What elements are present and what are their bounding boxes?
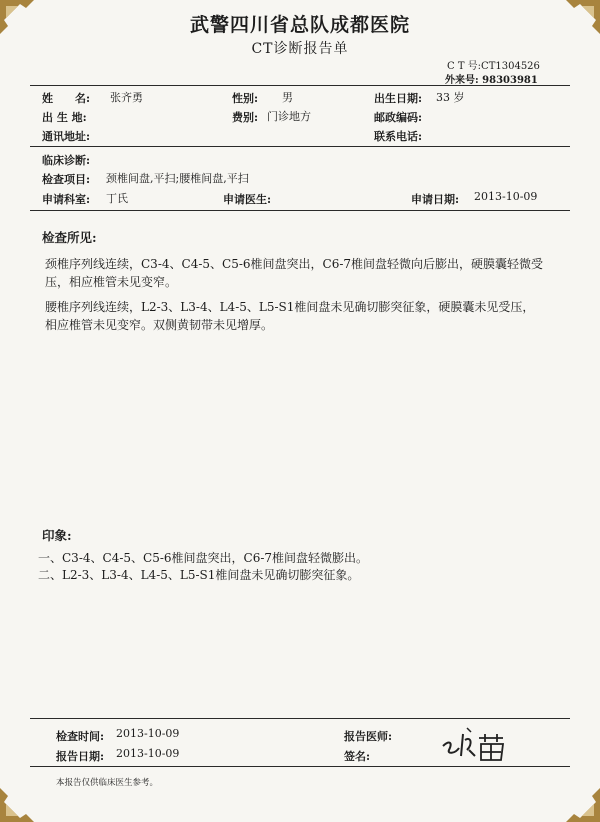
report-date-value: 2013-10-09 <box>116 747 180 760</box>
sign-label: 签名: <box>344 750 371 763</box>
bottom-divider <box>30 766 570 767</box>
findings-cervical: 颈椎序列线连续，C3-4、C4-5、C5-6椎间盘突出，C6-7椎间盘轻微向后膨出，硬膜囊轻微受压，相应椎管未见变窄。 <box>45 257 544 289</box>
gender-value: 男 <box>282 91 293 104</box>
gender-label: 性别: <box>232 92 259 105</box>
fee-label: 费别: <box>232 111 259 124</box>
patient-divider <box>30 146 570 147</box>
footer-divider <box>30 718 570 719</box>
corner-ornament-bottom-right <box>566 788 600 822</box>
address-label: 通讯地址: <box>42 130 91 143</box>
corner-ornament-bottom-left <box>0 788 34 822</box>
doctor-label: 申请医生: <box>223 193 272 206</box>
fee-value: 门诊地方 <box>267 110 311 123</box>
disclaimer-note: 本报告仅供临床医生参考。 <box>56 778 159 788</box>
external-number: 外来号: 98303981 <box>445 75 538 86</box>
diagnosis-label: 临床诊断: <box>42 154 91 167</box>
findings-lumbar: 腰椎序列线连续，L2-3、L3-4、L4-5、L5-S1椎间盘未见确切膨突征象，硬膜囊未见受压，相应椎管未见变窄。双侧黄韧带未见增厚。 <box>45 300 535 332</box>
postal-label: 邮政编码: <box>374 111 423 124</box>
date-value: 2013-10-09 <box>474 190 538 203</box>
handwritten-signature <box>437 726 517 766</box>
exam-time-value: 2013-10-09 <box>116 727 180 740</box>
items-label: 检查项目: <box>42 173 91 186</box>
impression-line-2: 二、L2-3、L3-4、L4-5、L5-S1椎间盘未见确切膨突征象。 <box>38 568 360 582</box>
name-label: 姓 名: <box>42 92 91 105</box>
dept-label: 申请科室: <box>42 193 91 206</box>
phone-label: 联系电话: <box>374 130 423 143</box>
date-label: 申请日期: <box>411 193 460 206</box>
items-value: 颈椎间盘,平扫;腰椎间盘,平扫 <box>106 172 249 185</box>
header-divider <box>30 85 570 86</box>
exam-divider <box>30 210 570 211</box>
birth-label: 出生日期: <box>374 92 423 105</box>
dept-value: 丁氏 <box>106 192 128 205</box>
report-title: CT诊断报告单 <box>251 41 349 57</box>
impression-line-1: 一、C3-4、C4-5、C5-6椎间盘突出，C6-7椎间盘轻微膨出。 <box>38 551 369 565</box>
ct-number: C T 号:CT1304526 <box>447 61 540 72</box>
exam-time-label: 检查时间: <box>56 730 105 743</box>
birth-value: 33 岁 <box>436 91 465 104</box>
findings-heading: 检查所见: <box>42 230 97 245</box>
reporter-label: 报告医师: <box>344 730 393 743</box>
birthplace-label: 出 生 地: <box>42 111 87 124</box>
hospital-name: 武警四川省总队成都医院 <box>189 14 410 36</box>
impression-heading: 印象: <box>42 528 72 543</box>
report-date-label: 报告日期: <box>56 750 105 763</box>
name-value: 张齐勇 <box>110 91 143 104</box>
